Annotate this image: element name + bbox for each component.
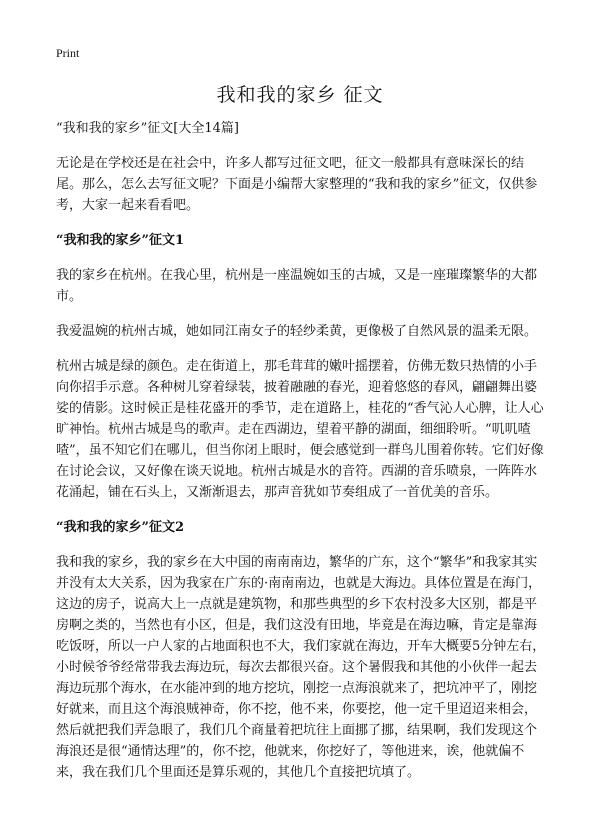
section-1-heading: “我和我的家乡”征文1 [56, 233, 185, 248]
section-1-paragraph-2: 我爱温婉的杭州古城，她如同江南女子的轻纱柔黄，更像极了自然风景的温柔无限。 [56, 324, 538, 339]
print-label[interactable]: Print [56, 46, 80, 60]
intro-paragraph: 无论是在学校还是在社会中，许多人都写过征文吧，征文一般都具有意味深长的结尾。那么，怎么去写征文呢？下面是小编帮大家整理的“我和我的家乡”征文，仅供参考，大家一起来看看吧。 [56, 156, 538, 213]
section-2-heading: “我和我的家乡”征文2 [56, 520, 185, 535]
section-2-paragraph-1: 我和我的家乡，我的家乡在大中国的南南南边，繁华的广东，这个“繁华”和我家其实并没有太大关系，因为我家在广东的·南南南边，也就是大海边。具体位置是在海门，这边的房子，说高大上一点就是建筑物，和那些典型的乡下农村没多大区别，都是平房啊之类的，当然也有小区，但是，我们这没有田地，毕竟是在海边嘛，肯定是靠海吃饭呀，所以一户人家的占地面积也不大，我们家就在海边，开车大概要5分钟左右，小时候爷爷经常带我去海边玩，每次去都很兴奋。这个暑假我和其他的小伙伴一起去海边玩那个海水，在水能冲到的地方挖坑，刚挖一点海浪就来了，把坑冲平了，刚挖好就来，而且这个海浪贼神奇，你不挖，他不来，你要挖，他一定千里迢迢来相会，然后就把我们弄急眼了，我们几个商量着把坑往上面挪了挪，结果啊，我们发现这个海浪还是很“通情达理”的，你不挖，他就来，你挖好了，等他进来，诶，他就偏不来，我在我们几个里面还是算乐观的，其他几个直接把坑填了。 [56, 555, 546, 780]
section-1-paragraph-1: 我的家乡在杭州。在我心里，杭州是一座温婉如玉的古城，又是一座璀璨繁华的大都市。 [56, 268, 538, 304]
document-title: 我和我的家乡 征文 [216, 84, 384, 106]
document-body [56, 118, 546, 797]
document-subtitle: “我和我的家乡”征文[大全14篇] [56, 121, 239, 136]
section-1-paragraph-3: 杭州古城是绿的颜色。走在街道上，那毛茸茸的嫩叶摇摆着，仿佛无数只热情的小手向你招手示意。各种树儿穿着绿装，披着融融的春光，迎着悠悠的春风，翩翩舞出婆娑的倩影。这时候正是桂花盛开的季节，走在道路上，桂花的“香气沁人心脾，让人心旷神怡。杭州古城是鸟的歌声。走在西湖边，望着平静的湖面，细细聆听。“叽叽喳喳”，虽不知它们在哪儿，但当你闭上眼时，便会感觉到一群鸟儿围着你转。它们好像在讨论会议，又好像在谈天说地。杭州古城是水的音符。西湖的音乐喷泉，一阵阵水花涌起，铺在石头上，又渐渐退去，那声音犹如节奏组成了一首优美的音乐。 [56, 359, 544, 500]
